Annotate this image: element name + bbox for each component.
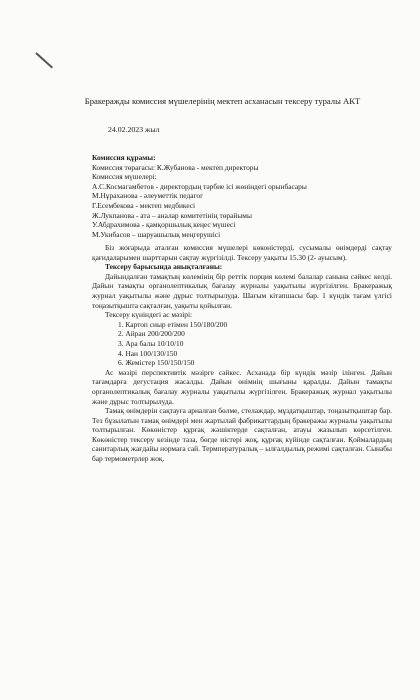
member-item: Ж.Лукпанова - ата – аналар комитетінің төрайымы (92, 210, 252, 220)
members-heading: Комиссия мүшелері: (92, 172, 157, 182)
member-item: Г.Есембекова - мектеп медбикесі (92, 200, 196, 210)
commission-chair: Комиссия төрағасы: К.Жубанова - мектеп директоры (92, 162, 259, 172)
findings-paragraph-1: Дайындалған тамақтың көлемінің бір реттік порция көлемі балалар санына сәйкес келді. Дайын тамақты органолептикалық бағалау журналы уақытылы жүргізілген. Бракеражық журнал уақытылы және дұрыс толтырылуда. Шағым кітапшасы бар. 1 күндік тағам үлгісі тоңазытқышта сақталған, уақыты қойылған. (92, 271, 392, 310)
findings-paragraph-2: Ас мәзірі перспективтік мәзірге сәйкес. Асханада бір күндік мәзір ілінген. Дайын тағамдарға дегустация жасалды. Дайын өнімнің шығыны қаралды. Дайын тамақты органолептикалық бағалау журналы уақытылы жүргізілген. Бракеражық журнал уақытылы және дұрыс толтырылуда. (92, 367, 392, 406)
findings-paragraph-3: Тамақ өнімдерін сақтауға арналған бөлме, стелаждар, мұздатқыштар, тоңазытқыштар бар. Тез бұзылатын тамақ өнімдері мен жартылай фабрикаттардың бракеражы журналы уақытылы толтырылған. Көкөністер құрғақ жәшіктерде сақталған, атауы жазылып көрсетілген. Көкөністер тексеру кезінде таза, бөгде иістері жоқ, құрғақ күйінде сақталған. Қоймалардың санитарлық жағдайы нормаға сай. Термпературалық – ылғалдылық режимі сақталған. Сынабы бар термометрлер жоқ. (92, 406, 392, 464)
menu-item: 6. Жемістер 150/150/150 (118, 358, 195, 368)
member-item: М.Укибасов – шаруашылық меңгерушісі (92, 229, 221, 239)
member-item: М.Нұраханова - әлеуметтік педагог (92, 191, 204, 201)
member-item: А.С.Космагамбетов - директордың тәрбие ісі жөніндегі орынбасары (92, 181, 307, 191)
document-title: Бракеражды комиссия мүшелерінің мектеп асханасын тексеру туралы АКТ (84, 96, 361, 106)
member-item: У.Абдрахимова - қамқоршылық кеңес мүшесі (92, 220, 236, 230)
pen-mark (35, 52, 53, 68)
menu-item: 2. Айран 200/200/200 (118, 329, 185, 339)
document-date: 24.02.2023 жыл (108, 125, 160, 134)
menu-item: 3. Ара балы 10/10/10 (118, 338, 184, 348)
commission-block (92, 153, 392, 239)
findings-heading: Тексеру барысында анықталғаны: (105, 262, 223, 272)
menu-heading: Тексеру күніндегі ас мәзірі: (105, 310, 193, 320)
composition-heading: Комиссия құрамы: (92, 153, 156, 162)
menu-item: 1. Картоп сиыр етімен 150/180/200 (118, 319, 228, 329)
body-block (92, 243, 392, 464)
intro-paragraph: Біз жоғарыда аталған комиссия мүшелері көконістерді, сусымалы өнімдерді сақтау қағидаларымен шарттарын сақтау жүргізілді. Тексеру уақыты 15.30 (2- ауысым). (92, 243, 392, 262)
menu-item: 4. Нан 100/130/150 (118, 348, 178, 358)
